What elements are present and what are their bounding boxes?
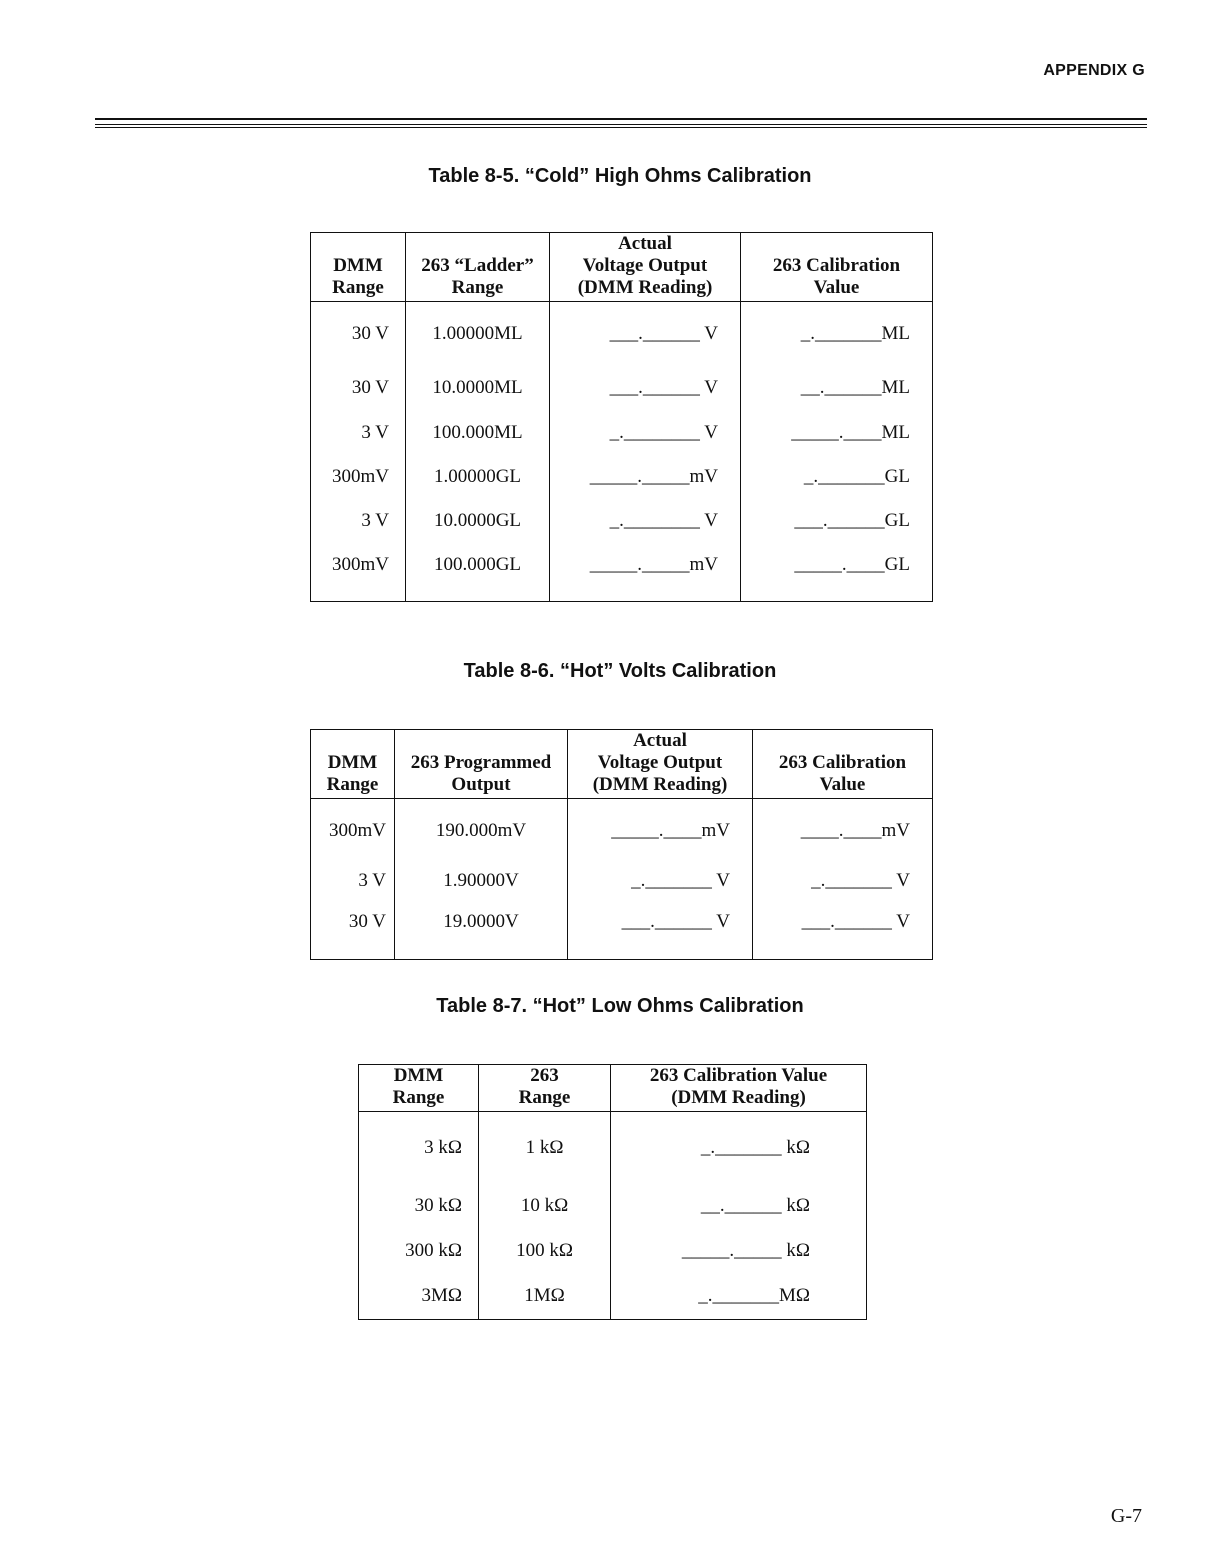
cell-calibration-value: _____._____ kΩ [611, 1228, 867, 1274]
cell-calibration-value: ___.______GL [741, 499, 933, 543]
header-rule-thin-2 [95, 127, 1147, 128]
cell-dmm-reading: ___.______ V [550, 366, 741, 410]
table-8-5-header-row [311, 233, 933, 302]
cell-263-range: 1 kΩ [479, 1112, 611, 1184]
header-actual-voltage: Actual Voltage Output (DMM Reading) [568, 730, 753, 799]
header-dmm-range: DMM Range [311, 730, 395, 799]
table-row [359, 1112, 867, 1184]
table-row [311, 410, 933, 456]
header-263-range: 263 Range [479, 1065, 611, 1112]
table-8-7-header-row [359, 1065, 867, 1112]
cell-calibration-value: __.______ML [741, 366, 933, 410]
cell-ladder-range: 1.00000ML [406, 302, 550, 366]
table-row [311, 899, 933, 945]
cell-calibration-value: _____.____GL [741, 543, 933, 587]
cell-ladder-range: 10.0000GL [406, 499, 550, 543]
cell-dmm-range: 300 kΩ [359, 1228, 479, 1274]
table-8-5 [310, 232, 933, 602]
table-row [311, 302, 933, 366]
table-8-7-caption: Table 8-7. “Hot” Low Ohms Calibration [436, 995, 804, 1017]
cell-calibration-value: __.______ kΩ [611, 1184, 867, 1228]
cell-dmm-reading: _____._____mV [550, 543, 741, 587]
cell-263-range: 1MΩ [479, 1274, 611, 1320]
cell-calibration-value: _._______ML [741, 302, 933, 366]
header-programmed-output: 263 Programmed Output [395, 730, 568, 799]
cell-dmm-range: 30 V [311, 366, 406, 410]
cell-dmm-range: 3 kΩ [359, 1112, 479, 1184]
cell-dmm-range: 300mV [311, 456, 406, 499]
header-calibration-value: 263 Calibration Value [741, 233, 933, 302]
cell-calibration-value: _._______GL [741, 456, 933, 499]
table-8-6-caption: Table 8-6. “Hot” Volts Calibration [463, 660, 777, 682]
cell-dmm-range: 3MΩ [359, 1274, 479, 1320]
cell-dmm-range: 30 kΩ [359, 1184, 479, 1228]
header-calibration-value: 263 Calibration Value (DMM Reading) [611, 1065, 867, 1112]
table-8-6-header-row [311, 730, 933, 799]
appendix-label: APPENDIX G [1043, 62, 1145, 79]
cell-ladder-range: 1.00000GL [406, 456, 550, 499]
table-row [311, 799, 933, 863]
cell-dmm-reading: _.________ V [550, 499, 741, 543]
table-row [359, 1274, 867, 1320]
cell-programmed-output: 1.90000V [395, 863, 568, 899]
cell-dmm-range: 3 V [311, 863, 395, 899]
cell-calibration-value: _._______ V [753, 863, 933, 899]
table-8-6 [310, 729, 933, 960]
cell-calibration-value: ____.____mV [753, 799, 933, 863]
table-8-7 [358, 1064, 867, 1320]
header-rule-thick [95, 118, 1147, 120]
cell-calibration-value: _._______ kΩ [611, 1112, 867, 1184]
cell-calibration-value: ___.______ V [753, 899, 933, 945]
cell-calibration-value: _____.____ML [741, 410, 933, 456]
header-rule-thin-1 [95, 124, 1147, 125]
header-dmm-range: DMM Range [311, 233, 406, 302]
table-bottom-spacer [311, 587, 933, 602]
page-number: G-7 [1110, 1505, 1142, 1527]
cell-ladder-range: 100.000GL [406, 543, 550, 587]
table-bottom-spacer [311, 945, 933, 960]
cell-263-range: 100 kΩ [479, 1228, 611, 1274]
cell-programmed-output: 19.0000V [395, 899, 568, 945]
cell-ladder-range: 10.0000ML [406, 366, 550, 410]
table-row [311, 543, 933, 587]
cell-dmm-range: 30 V [311, 899, 395, 945]
table-row [311, 499, 933, 543]
table-8-5-caption: Table 8-5. “Cold” High Ohms Calibration [428, 165, 812, 187]
cell-263-range: 10 kΩ [479, 1184, 611, 1228]
cell-dmm-range: 300mV [311, 799, 395, 863]
table-row [311, 456, 933, 499]
header-actual-voltage: Actual Voltage Output (DMM Reading) [550, 233, 741, 302]
cell-ladder-range: 100.000ML [406, 410, 550, 456]
cell-dmm-reading: _._______ V [568, 863, 753, 899]
cell-dmm-reading: _____.____mV [568, 799, 753, 863]
cell-calibration-value: _._______MΩ [611, 1274, 867, 1320]
cell-dmm-reading: ___.______ V [568, 899, 753, 945]
table-row [359, 1184, 867, 1228]
cell-dmm-range: 300mV [311, 543, 406, 587]
cell-dmm-reading: ___.______ V [550, 302, 741, 366]
header-dmm-range: DMM Range [359, 1065, 479, 1112]
cell-dmm-reading: _.________ V [550, 410, 741, 456]
cell-dmm-reading: _____._____mV [550, 456, 741, 499]
header-ladder-range: 263 “Ladder” Range [406, 233, 550, 302]
cell-programmed-output: 190.000mV [395, 799, 568, 863]
table-row [359, 1228, 867, 1274]
cell-dmm-range: 3 V [311, 499, 406, 543]
cell-dmm-range: 3 V [311, 410, 406, 456]
table-row [311, 366, 933, 410]
cell-dmm-range: 30 V [311, 302, 406, 366]
header-calibration-value: 263 Calibration Value [753, 730, 933, 799]
table-row [311, 863, 933, 899]
